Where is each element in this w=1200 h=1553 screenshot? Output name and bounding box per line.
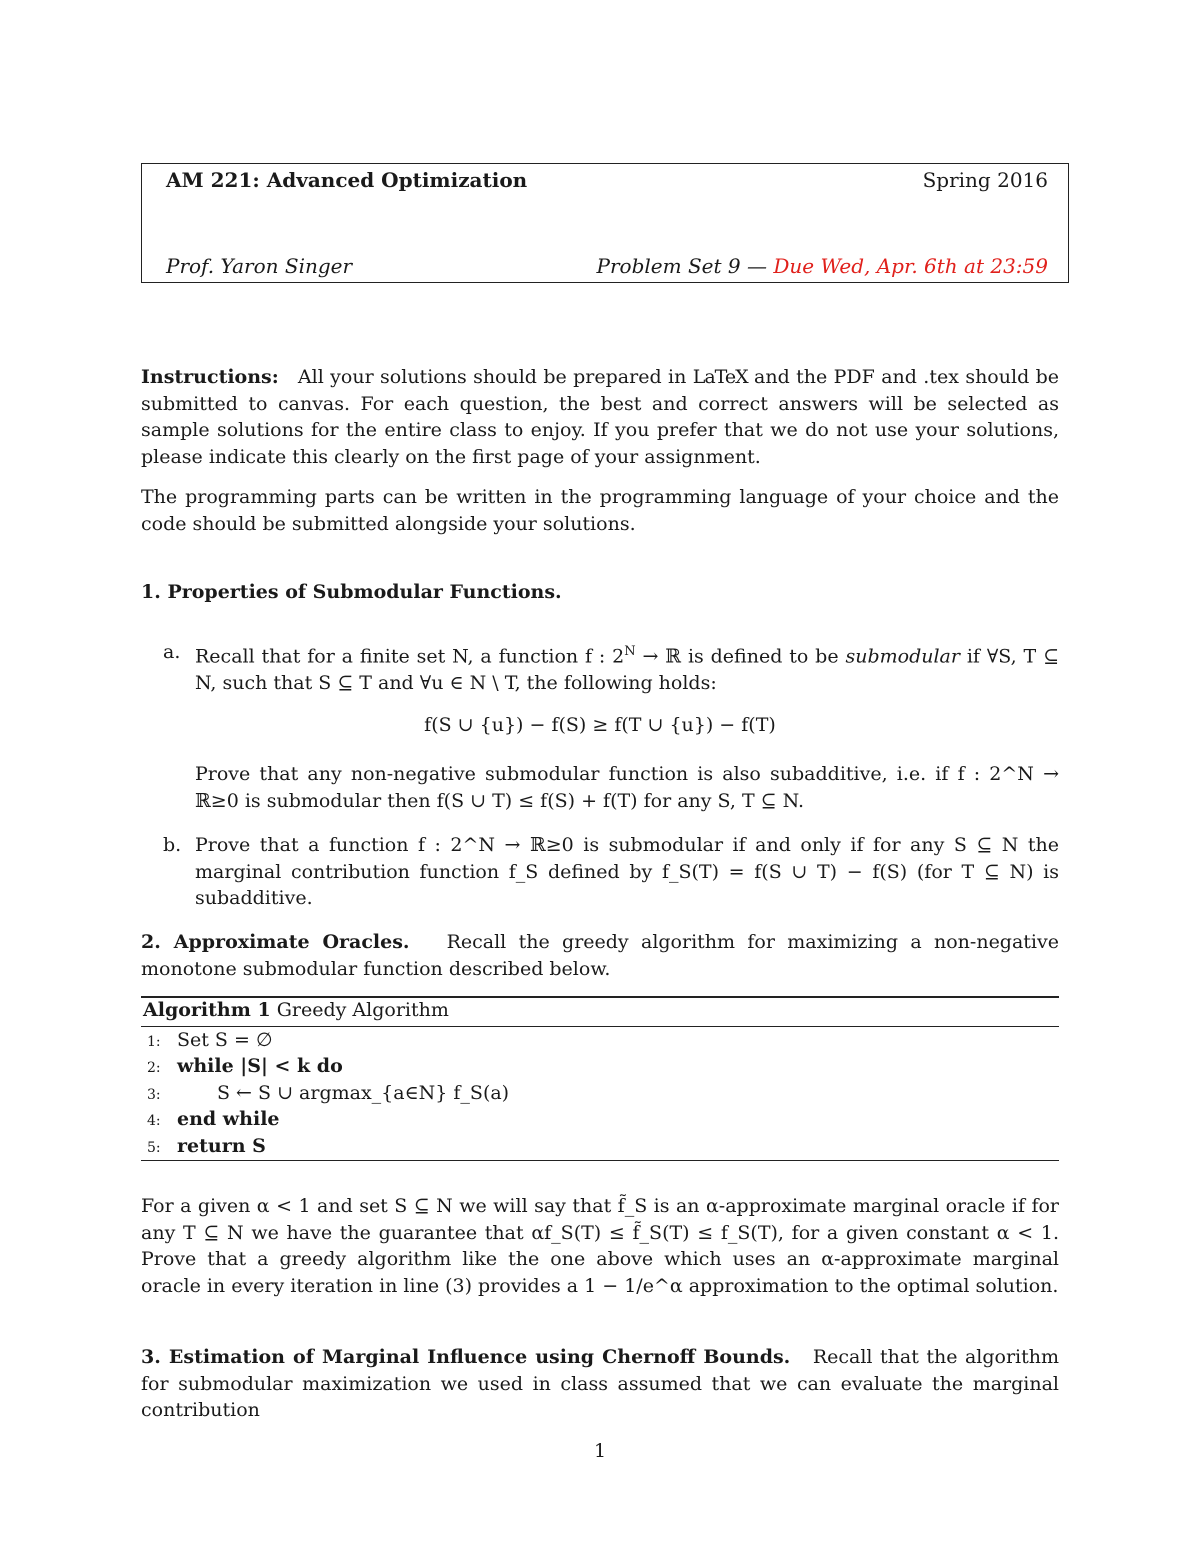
header-box (141, 163, 1069, 283)
programming-paragraph: The programming parts can be written in the programming language of your choice and the code should be submitted alongside your solutions. (141, 486, 1059, 535)
q1-a-sup: N (624, 644, 636, 659)
algo-line-1 (147, 1029, 273, 1051)
q1-part-a-prove (163, 761, 1059, 814)
algo-line-5-text: return S (177, 1135, 266, 1157)
problem-set-line (597, 254, 1048, 278)
q1-a-text-3: if ∀S, T ⊆ N, such that S ⊆ T and ∀u ∈ N \ T, the following holds: (195, 645, 1059, 694)
algo-title (143, 999, 449, 1021)
q1-a-text-2: → ℝ is defined to be (635, 645, 839, 668)
algo-line-2 (147, 1055, 343, 1077)
q1-title: 1. Properties of Submodular Functions. (141, 581, 562, 603)
due-date: Due Wed, Apr. 6th at 23:59 (773, 254, 1048, 278)
q3-paragraph (141, 1344, 1059, 1424)
q2-intro: Recall the greedy algorithm for maximizing a non-negative monotone submodular function described below. (141, 931, 1059, 980)
term: Spring 2016 (922, 168, 1048, 192)
page-number: 1 (593, 1440, 607, 1462)
algo-line-1-num: 1: (147, 1034, 161, 1050)
algo-title-text: Greedy Algorithm (276, 999, 449, 1021)
algo-title-bold: Algorithm 1 (143, 999, 271, 1021)
q2-body: For a given α < 1 and set S ⊆ N we will say that f̃_S is an α-approximate marginal oracle if for any T ⊆ N we have the guarantee that αf_S(T) ≤ f̃_S(T) ≤ f_S(T), for a given constant α < 1. Prove that a greedy algorithm like the one above which uses an α-approximate marginal oracle in every iteration in line (3) provides a 1 − 1/e^α approximation to the optimal solution. (141, 1195, 1059, 1297)
q3-intro: Recall that the algorithm for submodular maximization we used in class assumed that we can evaluate the marginal contribution (141, 1346, 1059, 1421)
q1-a-emph: submodular (845, 645, 960, 668)
q3-title: 3. Estimation of Marginal Influence using Chernoff Bounds. (141, 1346, 791, 1368)
q1-a-label: a. (163, 641, 181, 663)
algo-line-1-text: Set S = ∅ (177, 1029, 273, 1051)
algo-line-3 (147, 1082, 509, 1104)
q1-part-b (163, 832, 1059, 912)
q1-b-text: Prove that a function f : 2^N → ℝ≥0 is submodular if and only if for any S ⊆ N the marginal contribution function f_S defined by f_S(T) = f(S ∪ T) − f(S) (for T ⊆ N) is subadditive. (195, 834, 1059, 909)
algo-line-2-num: 2: (147, 1060, 161, 1076)
instructions-lead: Instructions: (141, 366, 279, 388)
q1-equation: f(S ∪ {u}) − f(S) ≥ f(T ∪ {u}) − f(T) (424, 714, 776, 736)
q1-a-prove-text: Prove that any non-negative submodular function is also subadditive, i.e. if f : 2^N → ℝ≥0 is submodular then f(S ∪ T) ≤ f(S) + f(T) for any S, T ⊆ N. (195, 763, 1059, 812)
instructions-text-1: All your solutions should be prepared in (297, 366, 687, 388)
pset-label: Problem Set 9 — (596, 254, 767, 278)
algo-rule-mid (141, 1026, 1059, 1027)
algo-line-3-num: 3: (147, 1087, 161, 1103)
algo-line-4 (147, 1108, 280, 1130)
q2-intro-paragraph (141, 929, 1059, 982)
q1-b-label: b. (163, 834, 182, 856)
instructions-paragraph (141, 364, 1059, 470)
q1-part-a (163, 639, 1059, 696)
latex-logo: LaTeX (692, 366, 748, 388)
q1-a-text-1: Recall that for a finite set N, a function f : 2 (195, 645, 625, 668)
algo-line-5 (147, 1135, 266, 1157)
q2-title: 2. Approximate Oracles. (141, 931, 410, 953)
professor: Prof. Yaron Singer (166, 254, 353, 278)
instructions-text-2: and the PDF and .tex should be submitted to canvas. For each question, the best and correct answers will be selected as sample solutions for the entire class to enjoy. If you prefer that we do not use your solutions, please indicate this clearly on the first page of your assignment. (141, 366, 1060, 468)
algo-rule-top (141, 996, 1059, 998)
algo-line-2-text: while |S| < k do (177, 1055, 343, 1077)
algo-line-4-num: 4: (147, 1113, 161, 1129)
algo-line-3-text: S ← S ∪ argmax_{a∈N} f_S(a) (217, 1082, 510, 1104)
algo-rule-bottom (141, 1160, 1059, 1161)
q1-a-text (195, 639, 1059, 696)
algo-line-4-text: end while (177, 1108, 280, 1130)
course-title: AM 221: Advanced Optimization (166, 168, 528, 192)
algo-line-5-num: 5: (147, 1140, 161, 1156)
